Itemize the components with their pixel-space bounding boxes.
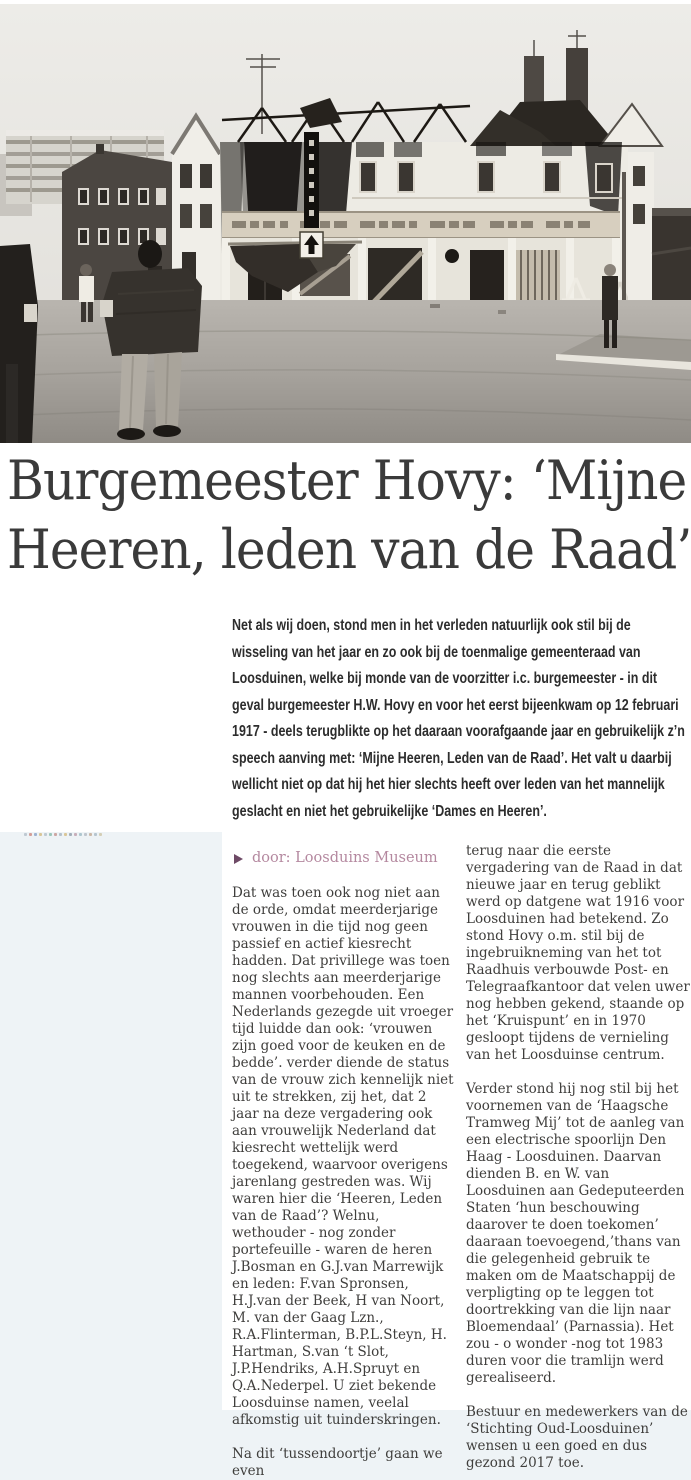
left-paragraph-2: Na dit ‘tussendoortje’ gaan we even xyxy=(232,1446,443,1479)
page-title xyxy=(7,446,691,584)
tiny-pixel-artifact xyxy=(24,831,120,837)
intro-text: Net als wij doen, stond men in het verleden natuurlijk ook stil bij de wisseling van het jaar en zo ook bij de toenmalige gemeenteraad van Loosduinen, welke bij monde van de voorzitter i.c. burgemeester - in dit geval burgemeester H.W. Hovy en voor het eerst bijeenkwam op 12 februari 1917 - deels terugblikte op het daaraan voorafgaande jaar en gebruikelijk z’n speech aanving met: ‘Mijne Heeren, Leden van de Raad’. Het valt u daarbij wellicht niet op dat hij het hier slechts heeft over leden van het mannelijk geslacht en niet het gebruikelijke ‘Dames en Heeren’. xyxy=(232,617,685,820)
photo-illustration xyxy=(0,4,691,443)
byline xyxy=(234,850,457,867)
right-paragraph-2: Verder stond hij nog stil bij het voornemen van de ‘Haagsche Tramweg Mij’ tot de aanleg van een electrische spoorlijn Den Haag - Loosduinen. Daarvan dienden B. en W. van Loosduinen aan Gedeputeerden Staten ‘hun beschouwing daarover te doen toekomen’ daaraan toevoegend,’thans van die gelegenheid gebruik te maken om de Maatschappij de verpligting op te leggen tot doortrekking van die lijn naar Bloemendaal’ (Parnassia). Het zou - o wonder -nog tot 1983 duren voor die tramlijn werd gerealiseerd. xyxy=(466,1081,685,1386)
right-paragraph-1: terug naar die eerste vergadering van de Raad in dat nieuwe jaar en terug geblikt werd op datgene wat 1916 voor Loosduinen had betekend. Zo stond Hovy o.m. stil bij de ingebruikneming van het tot Raadhuis verbouwde Post- en Telegraafkantoor dat velen uwer nog hebben gekend, staande op het ‘Kruispunt’ en in 1970 gesloopt tijdens de vernieling van het Loosduinse centrum. xyxy=(466,843,690,1063)
right-paragraph-3: Bestuur en medewerkers van de ‘Stichting Oud-Loosduinen’ wensen u een goed en dus gezond 2017 toe. xyxy=(466,1404,688,1471)
left-paragraph-1: Dat was toen ook nog niet aan de orde, omdat meerderjarige vrouwen in die tijd nog geen passief en actief kiesrecht hadden. Dat privillege was toen nog slechts aan meerderjarige mannen voorbehouden. Een Nederlands gezegde uit vroeger tijd luidde dan ook: ‘vrouwen zijn goed voor de keuken en de bedde’. verder diende de status van de vrouw zich kennelijk niet uit te strekken, zij het, dat 2 jaar na deze vergadering ook aan vrouwelijk Nederland dat kiesrecht wettelijk werd toegekend, waarvoor overigens jarenlang gestreden was. Wij waren hier die ‘Heeren, Leden van de Raad’? Welnu, wethouder - nog zonder portefeuille - waren de heren J.Bosman en G.J.van Marrewijk en leden: F.van Spronsen, H.J.van der Beek, H van Noort, M. van der Gaag Lzn., R.A.Flinterman, B.P.L.Steyn, H. Hartman, S.van ‘t Slot, J.P.Hendriks, A.H.Spruyt en Q.A.Nederpel. U ziet bekende Loosduinse namen, veelal afkomstig uit tuinderskringen. xyxy=(232,885,454,1428)
byline-label: door: Loosduins Museum xyxy=(252,850,438,866)
photo-right-building xyxy=(628,152,654,312)
photo-shop-sign-band xyxy=(222,212,620,238)
photo-onlooker-left-edge xyxy=(0,244,38,443)
article-right-column xyxy=(466,843,691,1480)
intro-standfirst xyxy=(232,613,688,825)
page-title-line1: Burgemeester Hovy: ‘Mijne xyxy=(7,449,687,512)
article-body xyxy=(232,843,691,1480)
photo-street xyxy=(0,300,691,443)
triangle-bullet-icon xyxy=(234,854,243,864)
page-title-line2: Heeren, leden van de Raad’ xyxy=(7,518,691,581)
article-photo xyxy=(0,4,691,443)
article-left-column xyxy=(232,843,457,1480)
